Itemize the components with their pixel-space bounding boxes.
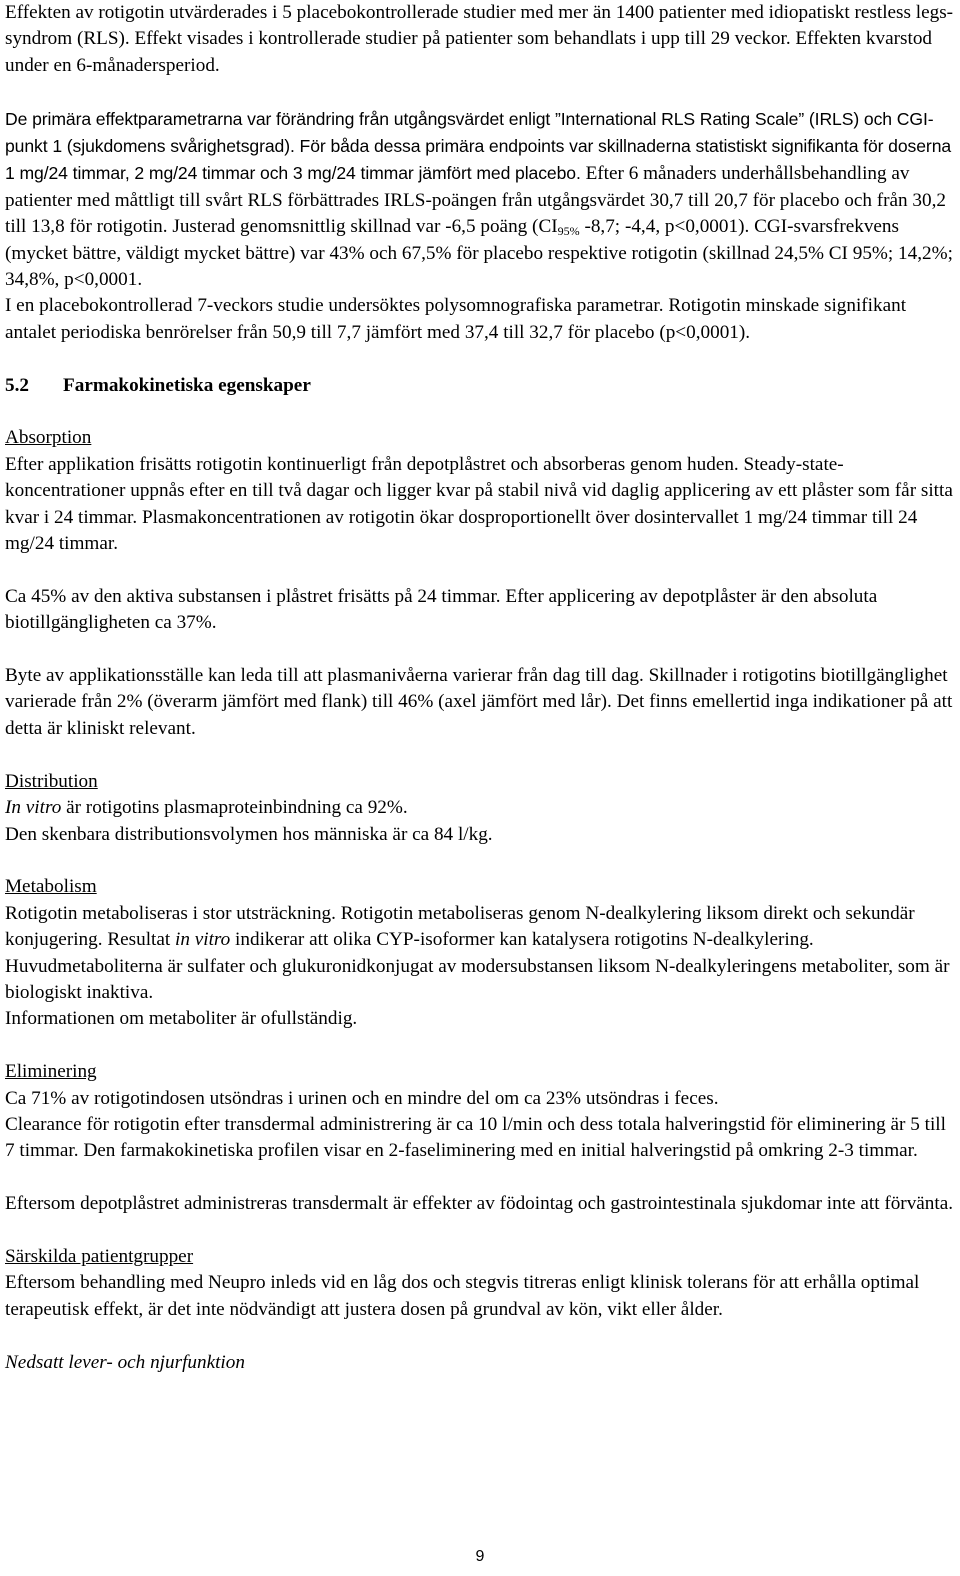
special-groups-paragraph: Eftersom behandling med Neupro inleds vid en låg dos och stegvis titreras enligt klinisk tolerans för att erhålla optimal terapeutisk effekt, är det inte nödvändigt att justera dosen på grundval av kön, vikt eller ålder. xyxy=(5,1272,920,1320)
intro-paragraph-2 xyxy=(5,106,955,294)
absorption-paragraph-2: Ca 45% av den aktiva substansen i plåstret frisätts på 24 timmar. Efter applicering av depotplåster är den absoluta biotillgängligheten ca 37%. xyxy=(5,585,878,634)
metabolism-paragraph xyxy=(5,901,955,1007)
intro-paragraph-1: Effekten av rotigotin utvärderades i 5 placebokontrollerade studier med mer än 1400 patienter med idiopatiskt restless legs-syndrom (RLS). Effekt visades i kontrollerade studier på patienter som behandlats i upp till 29 veckor. Effekten kvarstod under en 6-månadersperiod. xyxy=(5,2,954,76)
section-heading xyxy=(5,373,955,399)
primary-endpoints-text: De primära effektparametrarna var förändring från utgångsvärdet enligt ”International RLS Rating Scale” (IRLS) och CGI-punkt 1 (sjukdomens svårighetsgrad). För båda dessa primära endpoints var skillnaderna statistiskt signifikanta för doserna 1 mg/24 timmar, 2 mg/24 timmar och 3 mg/24 timmar jämfört med placebo. xyxy=(5,108,952,184)
page-number: 9 xyxy=(475,1548,485,1565)
section-title: Farmakokinetiska egenskaper xyxy=(63,374,311,396)
maintenance-results-text: Efter 6 månaders underhållsbehandling av patienter med måttligt till svårt RLS förbättrades IRLS-poängen från utgångsvärdet 30,7 till 20,7 för placebo och från 30,2 till 13,8 för rotigotin. Justerad genomsnittlig skillnad var -6,5 poäng (CI xyxy=(5,163,947,238)
impairment-heading: Nedsatt lever- och njurfunktion xyxy=(5,1351,245,1373)
metabolism-heading: Metabolism xyxy=(5,876,97,898)
section-number: 5.2 xyxy=(5,374,29,396)
ci-subscript: 95% xyxy=(557,224,580,239)
distribution-heading: Distribution xyxy=(5,770,98,792)
distribution-line-1 xyxy=(5,795,955,821)
elimination-paragraph-1: Ca 71% av rotigotindosen utsöndras i urinen och en mindre del om ca 23% utsöndras i feces. xyxy=(5,1087,719,1109)
special-groups-heading: Särskilda patientgrupper xyxy=(5,1245,194,1267)
absorption-paragraph-3: Byte av applikationsställe kan leda till att plasmanivåerna varierar från dag till dag. Skillnader i rotigotins biotillgänglighet varierade från 2% (överarm jämfört med flank) till 46% (axel jämfört med lår). Det finns emellertid inga indikationer på att detta är kliniskt relevant. xyxy=(5,665,953,739)
absorption-heading: Absorption xyxy=(5,427,92,449)
metabolism-text-a: Rotigotin metaboliseras i stor utsträckning. Rotigotin metaboliseras genom N-dealkylering liksom direkt och sekundär konjugering. Resultat xyxy=(5,902,915,951)
elimination-paragraph-3: Eftersom depotplåstret administreras transdermalt är effekter av födointag och gastrointestinala sjukdomar inte att förvänta. xyxy=(5,1193,954,1215)
absorption-paragraph-1: Efter applikation frisätts rotigotin kontinuerligt från depotplåstret och absorberas genom huden. Steady-state-koncentrationer uppnås efter en till två dagar och ligger kvar på stabil nivå vid daglig applicering av ett plåster som får sitta kvar i 24 timmar. Plasmakoncentrationen av rotigotin ökar dosproportionellt över dosintervallet 1 mg/24 timmar till 24 mg/24 timmar. xyxy=(5,453,953,555)
cgi-response-text: -8,7; -4,4, p<0,0001). CGI-svarsfrekvens (mycket bättre, väldigt mycket bättre) var 43% och 67,5% för placebo respektive rotigotin (skillnad 24,5% CI 95%; 14,2%; 34,8%, p<0,0001. xyxy=(5,216,953,291)
metabolism-in-vitro-italic: in vitro xyxy=(175,929,231,951)
metabolism-incomplete-note: Informationen om metaboliter är ofullständig. xyxy=(5,1008,358,1030)
distribution-line-2: Den skenbara distributionsvolymen hos människa är ca 84 l/kg. xyxy=(5,823,493,845)
protein-binding-text: är rotigotins plasmaproteinbindning ca 92%. xyxy=(61,797,408,819)
intro-paragraph-3: I en placebokontrollerad 7-veckors studie undersöktes polysomnografiska parametrar. Rotigotin minskade signifikant antalet periodiska benrörelser från 50,9 till 7,7 jämfört med 37,4 till 32,7 för placebo (p<0,0001). xyxy=(5,295,907,343)
document-page xyxy=(5,0,955,1376)
elimination-paragraph-2: Clearance för rotigotin efter transdermal administrering är ca 10 l/min och dess totala halveringstid för eliminering är 5 till 7 timmar. Den farmakokinetiska profilen visar en 2-faseliminering med en initial halveringstid på omkring 2-3 timmar. xyxy=(5,1113,946,1162)
metabolism-text-b: indikerar att olika CYP-isoformer kan katalysera rotigotins N-dealkylering. Huvudmetaboliterna är sulfater och glukuronidkonjugat av modersubstansen liksom N-dealkyleringens metaboliter, som är biologiskt inaktiva. xyxy=(5,929,950,1003)
in-vitro-italic: In vitro xyxy=(5,797,62,819)
elimination-heading: Eliminering xyxy=(5,1061,97,1083)
